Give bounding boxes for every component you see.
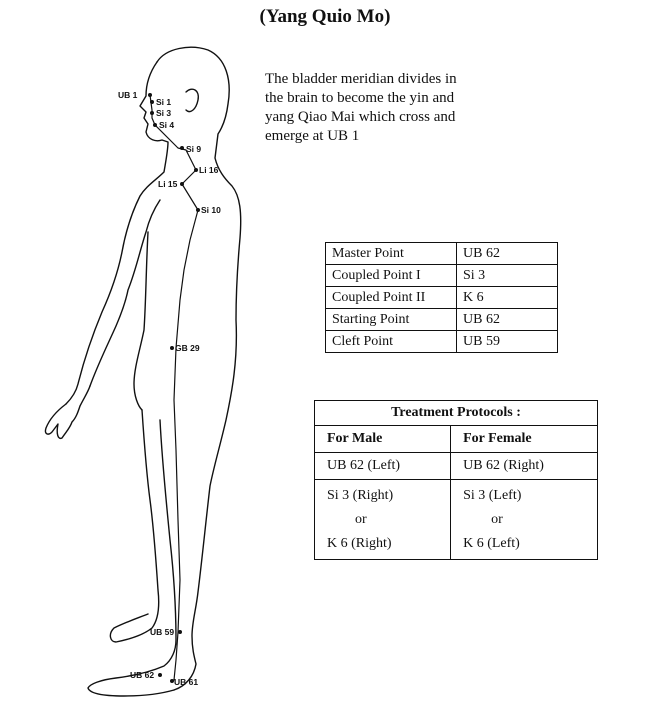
torso-front [134,232,148,410]
ear-outline [186,89,198,111]
point-si9 [180,146,184,150]
female-header: For Female [451,426,598,453]
point-name: Coupled Point II [326,287,457,309]
point-name: Starting Point [326,309,457,331]
point-ub59 [178,630,182,634]
meridian-description [265,70,505,146]
table-row [326,265,558,287]
page-title: (Yang Quio Mo) [259,6,391,27]
table-row [315,453,598,480]
label-ub62: UB 62 [130,670,155,680]
point-si10 [196,208,200,212]
label-ub1: UB 1 [118,90,138,100]
treatment-protocols-table [314,400,598,560]
label-si1: Si 1 [156,97,172,107]
description-line: emerge at UB 1 [265,128,360,144]
points-table [325,242,558,353]
point-name: Coupled Point I [326,265,457,287]
description-line: The bladder meridian divides in [265,71,457,87]
point-ub1 [148,93,152,97]
point-value: UB 62 [457,243,558,265]
leg-back-outline [88,420,176,696]
table-row [326,309,558,331]
female-option: K 6 (Left) [463,536,520,551]
point-li15 [180,182,184,186]
label-si10: Si 10 [201,205,221,215]
label-si9: Si 9 [186,144,202,154]
point-si3 [150,111,154,115]
point-value: UB 59 [457,331,558,353]
table-row [315,426,598,453]
table-row [326,331,558,353]
description-line: yang Qiao Mai which cross and [265,109,456,125]
point-value: K 6 [457,287,558,309]
point-gb29 [170,346,174,350]
point-si4 [153,123,157,127]
protocols-caption: Treatment Protocols : [315,401,598,426]
label-si4: Si 4 [159,120,175,130]
point-si1 [150,100,154,104]
label-gb29: GB 29 [175,343,200,353]
male-option: Si 3 (Right) [327,488,394,503]
point-value: UB 62 [457,309,558,331]
table-row [315,401,598,426]
male-primary: UB 62 (Left) [315,453,451,480]
female-options [451,480,598,560]
label-ub59: UB 59 [150,627,175,637]
label-li15: Li 15 [158,179,178,189]
leg-front [110,410,158,642]
table-row [315,480,598,560]
hand-outline [45,386,90,438]
table-row [326,243,558,265]
label-ub61: UB 61 [174,677,199,687]
point-li16 [194,168,198,172]
arm-outline [90,200,160,386]
label-li16: Li 16 [199,165,219,175]
male-header: For Male [315,426,451,453]
description-line: the brain to become the yin and [265,90,455,106]
point-name: Master Point [326,243,457,265]
female-primary: UB 62 (Right) [451,453,598,480]
point-name: Cleft Point [326,331,457,353]
point-value: Si 3 [457,265,558,287]
female-option: Si 3 (Left) [463,488,522,503]
table-row [326,287,558,309]
male-or: or [355,512,367,527]
female-or: or [491,512,503,527]
male-options [315,480,451,560]
point-ub62 [158,673,162,677]
label-si3: Si 3 [156,108,172,118]
male-option: K 6 (Right) [327,536,392,551]
